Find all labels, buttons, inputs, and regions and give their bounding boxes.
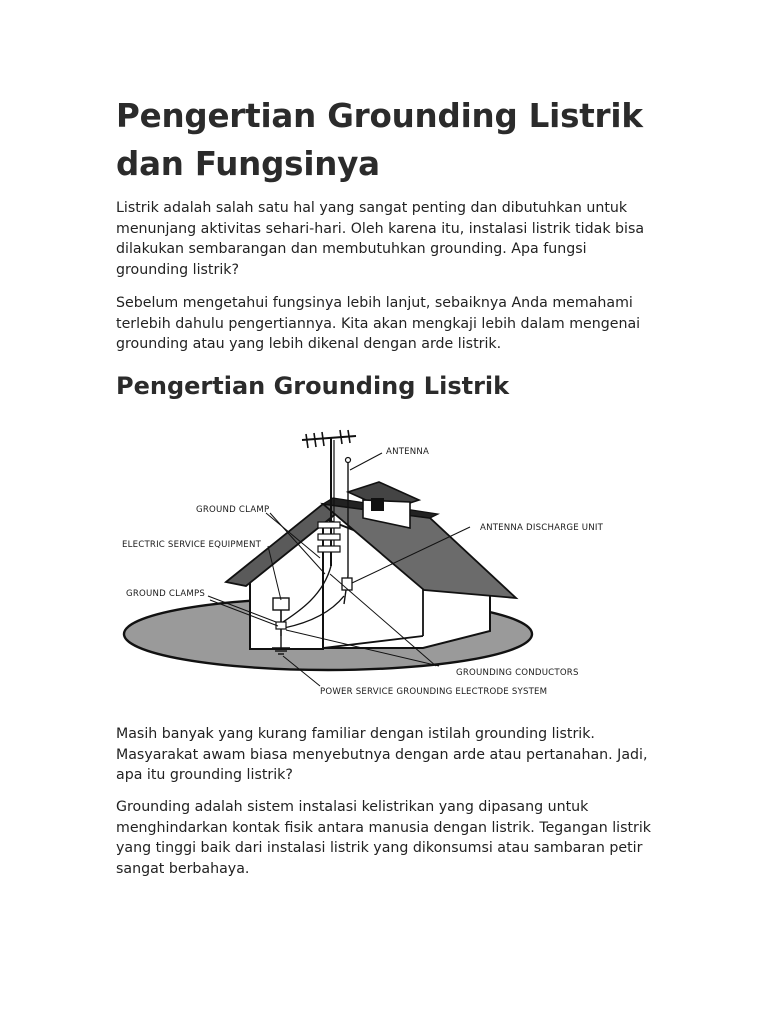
section-heading: Pengertian Grounding Listrik: [116, 372, 510, 400]
text-line: menghindarkan kontak fisik antara manusia dengan listrik. Tegangan listrik: [116, 819, 652, 836]
text-line: Sebelum mengetahui fungsinya lebih lanjut, sebaiknya Anda memahami: [116, 295, 633, 311]
antenna-boom: [302, 436, 356, 440]
mast-clamp-1: [318, 522, 340, 528]
label-electric-service-equipment: ELECTRIC SERVICE EQUIPMENT: [122, 540, 262, 550]
text-line: menunjang aktivitas sehari-hari. Oleh karena itu, instalasi listrik tidak bisa: [116, 220, 645, 237]
intro-paragraph: [116, 293, 656, 355]
text-line: Listrik adalah salah satu hal yang sangat penting dan dibutuhkan untuk: [116, 200, 628, 216]
mast-clamp-3: [318, 546, 340, 552]
text-line: grounding atau yang lebih dikenal dengan arde listrik.: [116, 336, 502, 353]
body-paragraph: [116, 797, 656, 879]
label-antenna: ANTENNA: [386, 447, 430, 457]
label-grounding-conductors: GROUNDING CONDUCTORS: [456, 668, 579, 678]
text-line: Grounding adalah sistem instalasi kelistrikan yang dipasang untuk: [116, 799, 589, 815]
title-line: dan Fungsinya: [116, 145, 380, 183]
label-ground-clamp: GROUND CLAMP: [196, 505, 270, 515]
text-line: Masyarakat awam biasa menyebutnya dengan arde atau pertanahan. Jadi,: [116, 746, 648, 763]
intro-paragraph: [116, 198, 656, 280]
label-antenna-discharge-unit: ANTENNA DISCHARGE UNIT: [480, 523, 604, 533]
antenna-terminal: [346, 458, 351, 463]
label-ground-clamps: GROUND CLAMPS: [126, 589, 205, 599]
text-line: yang tinggi baik dari instalasi listrik yang dikonsumsi atau sambaran petir: [116, 840, 643, 857]
label-power-service-grounding: POWER SERVICE GROUNDING ELECTRODE SYSTEM: [320, 687, 548, 697]
mast-clamp-2: [318, 534, 340, 540]
text-line: terlebih dahulu pengertiannya. Kita akan mengkaji lebih dalam mengenai: [116, 315, 641, 332]
text-line: Masih banyak yang kurang familiar dengan istilah grounding listrik.: [116, 726, 595, 742]
text-line: apa itu grounding listrik?: [116, 767, 293, 784]
page-title: [116, 92, 676, 188]
body-paragraph: [116, 724, 656, 786]
text-line: sangat berbahaya.: [116, 860, 250, 877]
text-line: dilakukan sembarangan dan membutuhkan grounding. Apa fungsi: [116, 241, 587, 258]
text-line: grounding listrik?: [116, 261, 240, 278]
dormer-window: [371, 498, 384, 511]
title-line: Pengertian Grounding Listrik: [116, 97, 643, 135]
grounding-diagram: [118, 426, 604, 706]
